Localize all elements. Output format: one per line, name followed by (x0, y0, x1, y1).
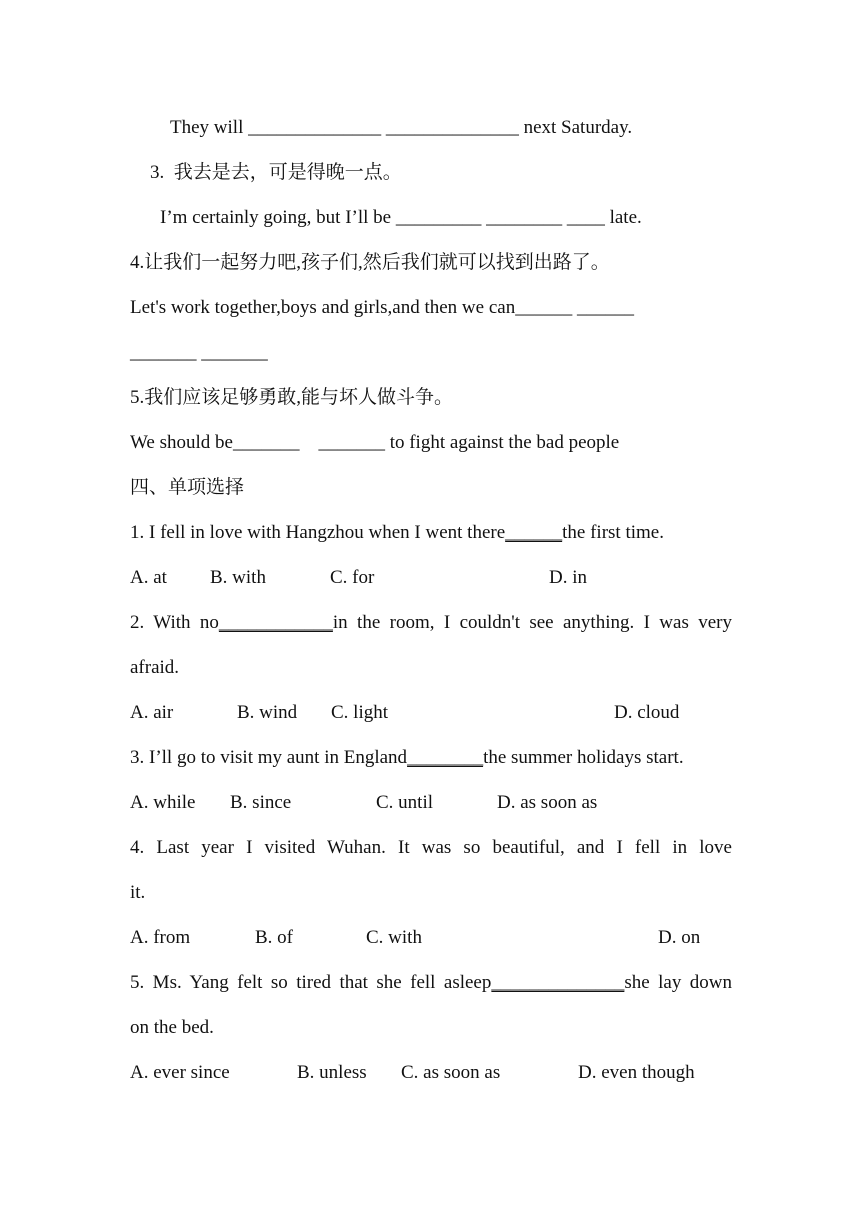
option-c: C. until (376, 792, 434, 813)
q3-english: I’m certainly going, but I’ll be _________ ________ ____ late. (160, 207, 642, 228)
option-b: B. unless (297, 1062, 367, 1083)
option-b: B. since (230, 792, 292, 813)
q3-chinese: 3. 我去是去，可是得晚一点。 (150, 162, 402, 183)
option-a: A. ever since (130, 1062, 230, 1083)
answer-blank: ______________ (491, 972, 625, 993)
option-c: C. with (366, 927, 422, 948)
q4-english-continued: _______ _______ (130, 342, 268, 363)
option-b: B. of (255, 927, 293, 948)
mc-question-4-continued: it. (130, 882, 146, 903)
q4-chinese: 4.让我们一起努力吧,孩子们,然后我们就可以找到出路了。 (130, 252, 610, 273)
mc-question-4: 4. Last year I visited Wuhan. It was so beautiful, and I fell in love (130, 837, 732, 858)
option-d: D. in (549, 567, 587, 588)
mc-question-5-continued: on the bed. (130, 1017, 214, 1038)
option-d: D. as soon as (497, 792, 598, 813)
answer-blank: ______ (505, 522, 563, 543)
option-a: A. at (130, 567, 167, 588)
q4-english: Let's work together,boys and girls,and then we can______ ______ (130, 297, 634, 318)
option-c: C. as soon as (401, 1062, 501, 1083)
mc-question-3: 3. I’ll go to visit my aunt in England________the summer holidays start. (130, 747, 684, 768)
option-d: D. on (658, 927, 701, 948)
section-heading: 四、单项选择 (130, 477, 245, 498)
option-a: A. air (130, 702, 174, 723)
option-b: B. with (210, 567, 266, 588)
mc-question-1: 1. I fell in love with Hangzhou when I went there______the first time. (130, 522, 664, 543)
option-a: A. while (130, 792, 196, 813)
answer-blank: ____________ (218, 612, 333, 633)
q5-chinese: 5.我们应该足够勇敢,能与坏人做斗争。 (130, 387, 454, 408)
option-d: D. cloud (614, 702, 680, 723)
option-d: D. even though (578, 1062, 695, 1083)
q5-english: We should be_______ _______ to fight against the bad people (130, 432, 620, 453)
answer-blank: ________ (407, 747, 484, 768)
mc-question-2-continued: afraid. (130, 657, 180, 678)
option-c: C. for (330, 567, 375, 588)
option-c: C. light (331, 702, 389, 723)
option-b: B. wind (237, 702, 298, 723)
q2-sentence: They will ______________ ______________ next Saturday. (170, 117, 633, 138)
option-a: A. from (130, 927, 191, 948)
mc-question-2: 2. With no____________in the room, I couldn't see anything. I was very (130, 612, 732, 633)
mc-question-5: 5. Ms. Yang felt so tired that she fell asleep______________she lay down (130, 972, 732, 993)
